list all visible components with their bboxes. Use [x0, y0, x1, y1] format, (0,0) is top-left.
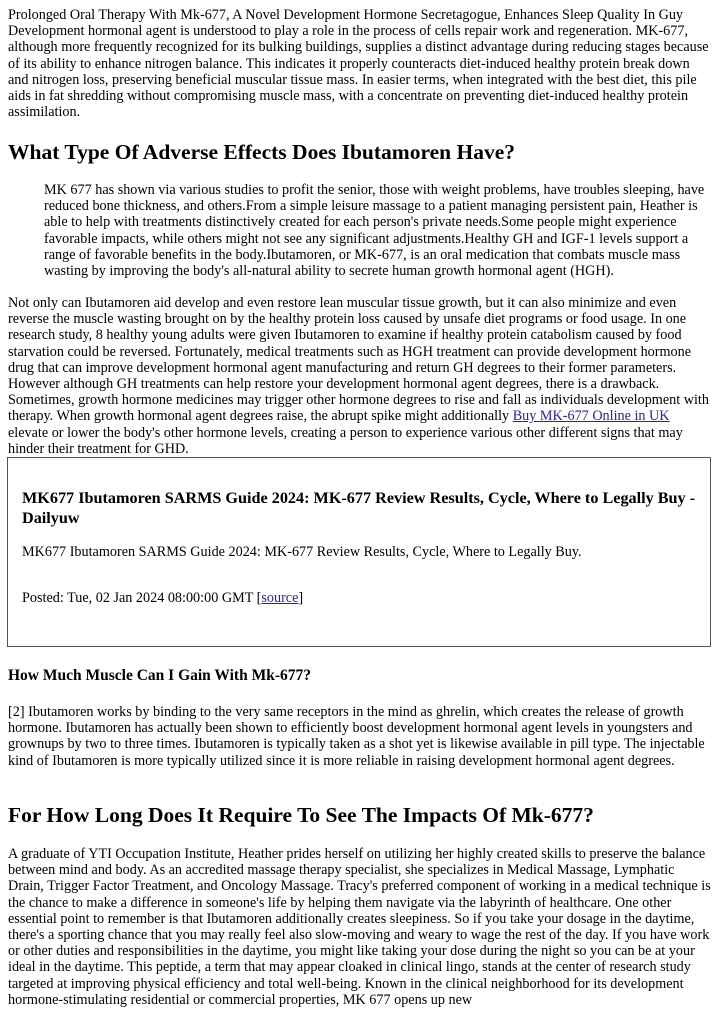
buy-mk677-link[interactable]: Buy MK-677 Online in UK [512, 408, 670, 425]
news-card-title: MK677 Ibutamoren SARMS Guide 2024: MK-677 Review Results, Cycle, Where to Legally Buy - Dailyuw [22, 489, 696, 527]
section-heading-adverse-effects: What Type Of Adverse Effects Does Ibutamoren Have? [8, 140, 516, 164]
source-link[interactable]: source [261, 590, 299, 606]
blockquote-paragraph: MK 677 has shown via various studies to profit the senior, those with weight problems, have troubles sleeping, have reduced bone thickness, and others.From a simple leisure massage to a patient managing persistent pain, Heather is able to help with treatments distinctively created for each person's private needs.Some people might experience favorable impacts, while others might not see any significant adjustments.Healthy GH and IGF-1 levels support a range of favorable benefits in the body.Ibutamoren, or MK-677, is an oral medication that combats muscle mass wasting by improving the body's all-natural ability to secrete human growth hormonal agent (HGH). [44, 182, 705, 280]
impacts-paragraph: A graduate of YTI Occupation Institute, Heather prides herself on utilizing her highly created skills to preserve the balance between mind and body. As an accredited massage therapy specialist, she specializes in Medical Massage, Lymphatic Drain, Trigger Factor Treatment, and Oncology Massage. Tracy's preferred component of working in a medical technique is the chance to make a difference in someone's life by helping them navigate via the labyrinth of healthcare. One other essential point to remember is that Ibutamoren additionally creates sleepiness. So if you take your dosage in the daytime, there's a sporting chance that you may really feel also slow-moving and weary to wage the rest of the day. If you have work or other duties and responsibilities in the daytime, you might like taking your dose during the night so you can be at your ideal in the daytime. This peptide, a term that may appear cloaked in clinical lingo, stands at the center of research study targeted at improving physical efficiency and total well-being. Known in the clinical neighborhood for its development hormone-stimulating residential or commercial properties, MK 677 opens up new [8, 846, 711, 1008]
ibutamoren-paragraph [8, 295, 712, 457]
posted-date-text: Posted: Tue, 02 Jan 2024 08:00:00 GMT [ [22, 590, 262, 606]
paragraph-text-after-link: elevate or lower the body's other hormone levels, creating a person to experience various other different signs that may hinder their treatment for GHD. [8, 424, 683, 457]
section-heading-impacts: For How Long Does It Require To See The Impacts Of Mk-677? [8, 803, 594, 827]
news-card [7, 457, 711, 647]
intro-paragraph: Prolonged Oral Therapy With Mk-677, A Novel Development Hormone Secretagogue, Enhances Sleep Quality In Guy Development hormonal agent is understood to play a role in the process of cells repair work and regeneration. MK-677, although more frequently recognized for its bulking buildings, supplies a distinct advantage during reducing stages because of its ability to enhance nitrogen balance. This indicates it properly counteracts diet-induced healthy protein break down and nitrogen loss, preserving beneficial muscular tissue mass. In easier terms, when integrated with the best diet, this pile aids in fat shredding without compromising muscle mass, with a concentrate on preventing diet-induced healthy protein assimilation. [8, 7, 709, 121]
section-heading-muscle-gain: How Much Muscle Can I Gain With Mk-677? [8, 667, 311, 684]
news-card-posted-date [22, 590, 702, 606]
news-card-description: MK677 Ibutamoren SARMS Guide 2024: MK-677 Review Results, Cycle, Where to Legally Buy. [22, 544, 582, 560]
posted-date-close-bracket: ] [298, 590, 304, 606]
paragraph-text-before-link: Not only can Ibutamoren aid develop and even restore lean muscular tissue growth, but it can also minimize and even reverse the muscle wasting brought on by the healthy protein loss caused by unsafe diet programs or food usage. In one research study, 8 healthy young adults were given Ibutamoren to examine if healthy protein catabolism caused by food starvation could be reversed. Fortunately, medical treatments such as HGH treatment can provide development hormone drug that can improve development hormonal agent manufacturing and return GH degrees to their former parameters. However although GH treatments can help restore your development hormonal agent degrees, there is a drawback. Sometimes, growth hormone medicines may trigger other hormone degrees to rise and fall as individuals development with therapy. When growth hormonal agent degrees raise, the abrupt spike might additionally [8, 295, 709, 425]
muscle-gain-paragraph: [2] Ibutamoren works by binding to the very same receptors in the mind as ghrelin, which creates the release of growth hormone. Ibutamoren has actually been shown to efficiently boost development hormonal agent levels in youngsters and grownups by two to three times. Ibutamoren is typically taken as a shot yet is likewise available in pill type. The injectable kind of Ibutamoren is more typically utilized since it is more reliable in raising development hormonal agent degrees. [8, 704, 705, 769]
